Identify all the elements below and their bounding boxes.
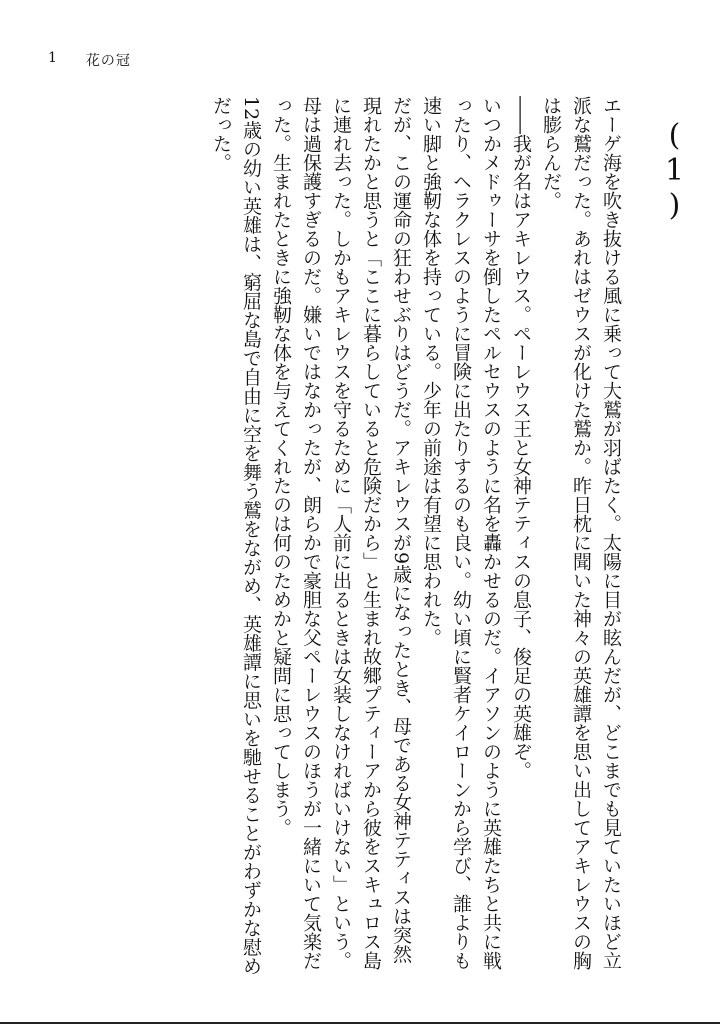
- paragraph: いつかメドゥーサを倒したペルセウスのように名を轟かせるのだ。イアソンのように英雄たちと共に戦ったり、ヘラクレスのように冒険に出たりするのも良い。幼い頃に賢者ケイローンから学び、誰よりも速い脚と強靭な体を持っている。少年の前途は有望に思われた。: [420, 96, 502, 970]
- running-header: [48, 50, 131, 70]
- page-number: 1: [48, 50, 58, 66]
- paragraph: ――我が名はアキレウス。ペーレウス王と女神テティスの息子、俊足の英雄ぞ。: [510, 96, 532, 780]
- running-title: 花の冠: [85, 53, 131, 69]
- paragraph: だが、この運命の狂わせぶりはどうだ。アキレウスが9歳になったとき、母である女神テティスは突然現れたかと思うと「ここに暮らしていると危険だから」と生まれ故郷プティーアから彼をスキュロス島に連れ去った。しかもアキレウスを守るために「人前に出るときは女装しなければいけない」という。母は過保護すぎるのだ。嫌いではなかったが、朗らかで豪胆な父ペーレウスのほうが一緒にいて気楽だった。生まれたときに強靭な体を与えてくれたのは何のためかと疑問に思ってしまう。: [270, 96, 412, 970]
- chapter-number: (1): [657, 118, 692, 223]
- body-text: [66, 96, 626, 976]
- paragraph: 12歳の幼い英雄は、窮屈な島で自由に空を舞う鷲をながめ、英雄譚に思いを馳せることがわずかな慰めだった。: [210, 96, 262, 976]
- paragraph: エーゲ海を吹き抜ける風に乗って大鷲が羽ばたく。太陽に目が眩んだが、どこまでも見ていたいほど立派な鷲だった。あれはゼウスが化けた鷲か。昨日枕に聞いた神々の英雄譚を思い出してアキレウスの胸は膨らんだ。: [540, 96, 622, 970]
